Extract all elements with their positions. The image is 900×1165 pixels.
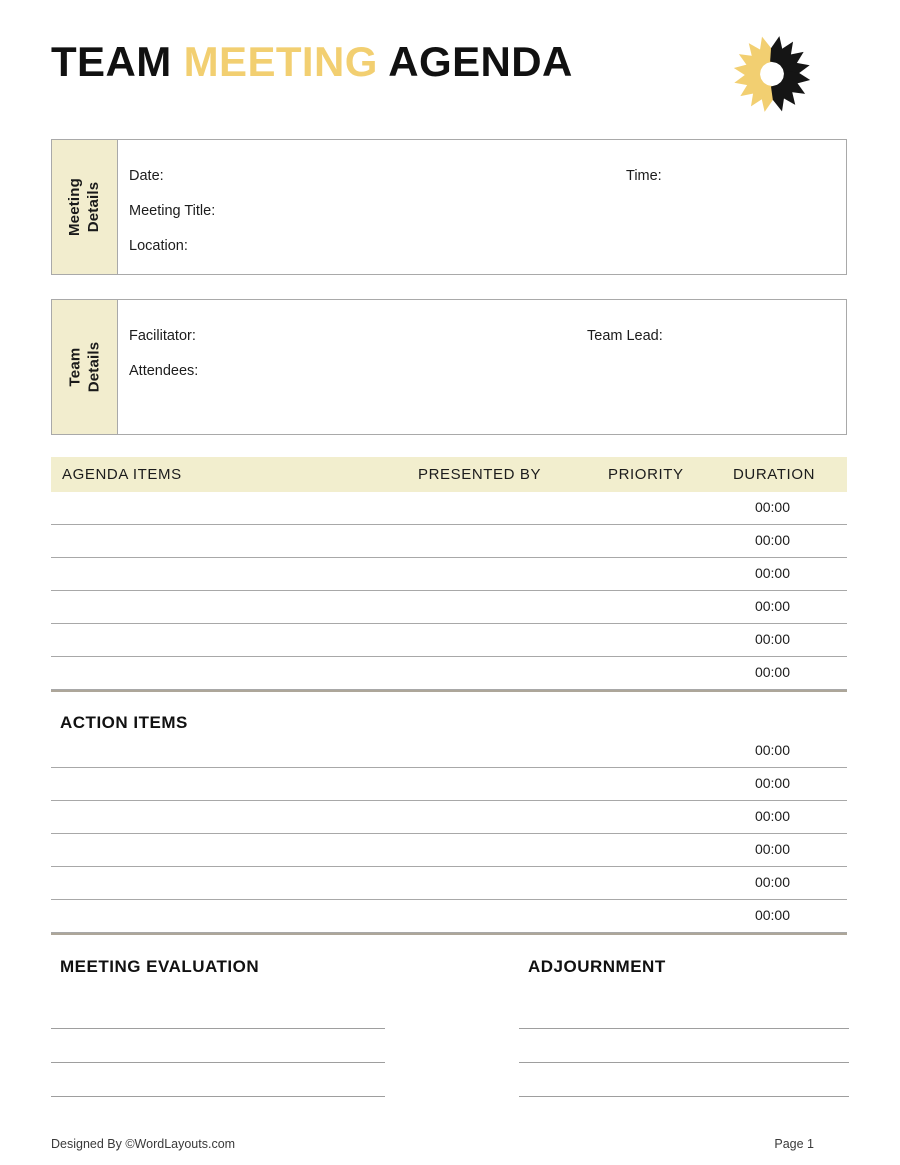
flower-logo bbox=[730, 32, 814, 116]
field-label-location: Location: bbox=[129, 238, 188, 254]
page-header bbox=[51, 36, 849, 110]
agenda-table-header bbox=[51, 457, 847, 492]
title-team: TEAM bbox=[51, 38, 184, 85]
adjournment-lines bbox=[519, 995, 849, 1097]
table-row[interactable] bbox=[51, 657, 847, 690]
meeting-details-tab-line1: Meeting bbox=[66, 177, 84, 237]
agenda-rows bbox=[51, 492, 847, 690]
table-row[interactable] bbox=[51, 900, 847, 933]
table-row[interactable] bbox=[51, 834, 847, 867]
table-row[interactable] bbox=[51, 591, 847, 624]
team-details-tab-line1: Team bbox=[66, 347, 84, 387]
team-details-tab bbox=[52, 300, 118, 434]
meeting-details-tab bbox=[52, 140, 118, 274]
table-row[interactable] bbox=[51, 768, 847, 801]
duration-value: 00:00 bbox=[754, 808, 790, 824]
meeting-details-box bbox=[51, 139, 847, 275]
action-items-title: ACTION ITEMS bbox=[60, 713, 188, 732]
field-label-facilitator: Facilitator: bbox=[129, 328, 196, 344]
table-row[interactable] bbox=[51, 624, 847, 657]
column-header-priority: PRIORITY bbox=[608, 466, 684, 483]
duration-value: 00:00 bbox=[754, 664, 790, 680]
action-items-rows bbox=[51, 735, 847, 933]
team-details-tab-text bbox=[66, 342, 104, 393]
table-row[interactable] bbox=[51, 558, 847, 591]
write-in-line[interactable] bbox=[519, 1063, 849, 1097]
duration-value: 00:00 bbox=[754, 841, 790, 857]
meeting-details-tab-text bbox=[65, 178, 103, 236]
duration-value: 00:00 bbox=[754, 874, 790, 890]
table-row[interactable] bbox=[51, 867, 847, 900]
footer-credit: Designed By ©WordLayouts.com bbox=[51, 1137, 236, 1151]
table-row[interactable] bbox=[51, 492, 847, 525]
column-header-agenda-items: AGENDA ITEMS bbox=[62, 466, 182, 483]
title-meeting: MEETING bbox=[183, 38, 378, 85]
write-in-line[interactable] bbox=[519, 1029, 849, 1063]
field-label-meeting-title: Meeting Title: bbox=[129, 203, 216, 219]
field-label-team-lead: Team Lead: bbox=[587, 328, 663, 344]
duration-value: 00:00 bbox=[754, 742, 790, 758]
write-in-line[interactable] bbox=[519, 995, 849, 1029]
duration-value: 00:00 bbox=[754, 565, 790, 581]
table-row[interactable] bbox=[51, 525, 847, 558]
column-header-duration: DURATION bbox=[733, 466, 816, 483]
team-details-tab-line2: Details bbox=[85, 341, 103, 393]
action-items-section-divider bbox=[51, 933, 847, 935]
title-agenda: AGENDA bbox=[377, 38, 573, 85]
team-details-fields bbox=[118, 300, 846, 434]
write-in-line[interactable] bbox=[51, 1029, 385, 1063]
field-label-date: Date: bbox=[129, 168, 164, 184]
duration-value: 00:00 bbox=[754, 598, 790, 614]
field-label-time: Time: bbox=[626, 168, 662, 184]
page-title bbox=[51, 36, 573, 88]
duration-value: 00:00 bbox=[754, 532, 790, 548]
agenda-section-divider bbox=[51, 690, 847, 692]
duration-value: 00:00 bbox=[754, 631, 790, 647]
adjournment-title: ADJOURNMENT bbox=[528, 957, 666, 976]
duration-value: 00:00 bbox=[754, 907, 790, 923]
duration-value: 00:00 bbox=[754, 775, 790, 791]
write-in-line[interactable] bbox=[51, 1063, 385, 1097]
meeting-evaluation-lines bbox=[51, 995, 385, 1097]
team-details-box bbox=[51, 299, 847, 435]
write-in-line[interactable] bbox=[51, 995, 385, 1029]
table-row[interactable] bbox=[51, 735, 847, 768]
column-header-presented-by: PRESENTED BY bbox=[418, 466, 542, 483]
duration-value: 00:00 bbox=[754, 499, 790, 515]
table-row[interactable] bbox=[51, 801, 847, 834]
meeting-details-fields bbox=[118, 140, 846, 274]
meeting-details-tab-line2: Details bbox=[85, 181, 103, 233]
meeting-evaluation-title: MEETING EVALUATION bbox=[60, 957, 260, 976]
page-footer bbox=[51, 1137, 847, 1155]
footer-page-number: Page 1 bbox=[774, 1137, 814, 1151]
field-label-attendees: Attendees: bbox=[129, 363, 199, 379]
